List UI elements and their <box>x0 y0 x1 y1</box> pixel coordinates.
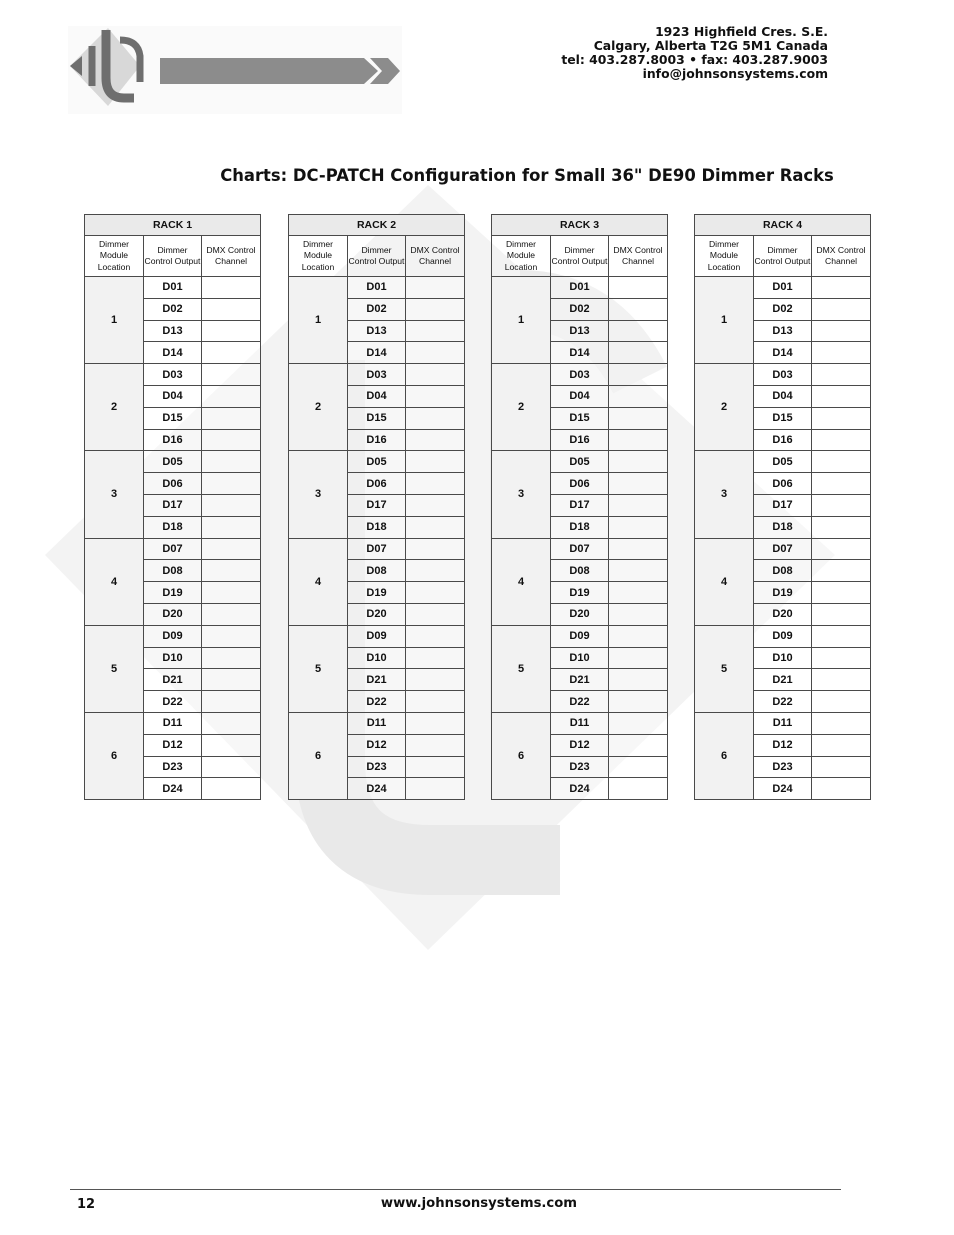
dmx-channel-cell[interactable] <box>406 756 465 778</box>
dmx-channel-cell[interactable] <box>406 473 465 495</box>
dmx-channel-cell[interactable] <box>609 407 668 429</box>
control-output-cell: D21 <box>754 669 812 691</box>
table-row <box>695 277 871 299</box>
dmx-channel-cell[interactable] <box>609 516 668 538</box>
dmx-channel-cell[interactable] <box>406 298 465 320</box>
dmx-channel-cell[interactable] <box>202 407 261 429</box>
dmx-channel-cell[interactable] <box>609 712 668 734</box>
dmx-channel-cell[interactable] <box>202 538 261 560</box>
dmx-channel-cell[interactable] <box>812 277 871 299</box>
dmx-channel-cell[interactable] <box>812 364 871 386</box>
control-output-cell: D24 <box>348 778 406 800</box>
address-line-email: info@johnsonsystems.com <box>642 66 828 81</box>
control-output-cell: D07 <box>348 538 406 560</box>
dmx-channel-cell[interactable] <box>812 778 871 800</box>
control-output-cell: D02 <box>754 298 812 320</box>
dmx-channel-cell[interactable] <box>406 407 465 429</box>
control-output-cell: D02 <box>551 298 609 320</box>
control-output-cell: D09 <box>551 625 609 647</box>
rack-table <box>694 214 871 800</box>
dmx-channel-cell[interactable] <box>406 603 465 625</box>
control-output-cell: D10 <box>754 647 812 669</box>
table-row <box>695 538 871 560</box>
dmx-channel-cell[interactable] <box>202 364 261 386</box>
control-output-cell: D22 <box>144 691 202 713</box>
control-output-cell: D05 <box>551 451 609 473</box>
control-output-cell: D20 <box>754 603 812 625</box>
dmx-channel-cell[interactable] <box>609 669 668 691</box>
dmx-channel-cell[interactable] <box>812 429 871 451</box>
control-output-cell: D23 <box>551 756 609 778</box>
module-location-cell: 1 <box>492 277 551 364</box>
module-location-cell: 2 <box>289 364 348 451</box>
control-output-cell: D22 <box>348 691 406 713</box>
dmx-channel-cell[interactable] <box>406 364 465 386</box>
dmx-channel-cell[interactable] <box>609 582 668 604</box>
control-output-cell: D14 <box>551 342 609 364</box>
control-output-cell: D05 <box>144 451 202 473</box>
rack-table <box>491 214 668 800</box>
dmx-channel-cell[interactable] <box>406 712 465 734</box>
dmx-channel-cell[interactable] <box>406 778 465 800</box>
module-location-cell: 3 <box>695 451 754 538</box>
dmx-channel-cell[interactable] <box>609 603 668 625</box>
control-output-cell: D03 <box>754 364 812 386</box>
dmx-channel-cell[interactable] <box>406 582 465 604</box>
dmx-channel-cell[interactable] <box>202 712 261 734</box>
dmx-channel-cell[interactable] <box>406 385 465 407</box>
module-location-cell: 3 <box>289 451 348 538</box>
rack-title: RACK 2 <box>289 215 465 236</box>
column-header-control-output: Dimmer Control Output <box>754 236 812 277</box>
control-output-cell: D09 <box>754 625 812 647</box>
column-header-module-location: Dimmer Module Location <box>492 236 551 277</box>
dmx-channel-cell[interactable] <box>406 277 465 299</box>
control-output-cell: D13 <box>754 320 812 342</box>
control-output-cell: D08 <box>144 560 202 582</box>
dmx-channel-cell[interactable] <box>202 582 261 604</box>
control-output-cell: D10 <box>144 647 202 669</box>
control-output-cell: D15 <box>144 407 202 429</box>
rack-title: RACK 3 <box>492 215 668 236</box>
control-output-cell: D18 <box>144 516 202 538</box>
control-output-cell: D19 <box>144 582 202 604</box>
table-row <box>289 538 465 560</box>
dmx-channel-cell[interactable] <box>406 669 465 691</box>
table-row <box>85 538 261 560</box>
dmx-channel-cell[interactable] <box>609 277 668 299</box>
dmx-channel-cell[interactable] <box>406 516 465 538</box>
control-output-cell: D18 <box>754 516 812 538</box>
control-output-cell: D01 <box>754 277 812 299</box>
dmx-channel-cell[interactable] <box>609 778 668 800</box>
control-output-cell: D13 <box>551 320 609 342</box>
address-line-street: 1923 Highfield Cres. S.E. <box>655 24 828 39</box>
control-output-cell: D19 <box>348 582 406 604</box>
column-header-module-location: Dimmer Module Location <box>695 236 754 277</box>
column-header-dmx-channel: DMX Control Channel <box>609 236 668 277</box>
dmx-channel-cell[interactable] <box>812 342 871 364</box>
table-row <box>289 712 465 734</box>
dmx-channel-cell[interactable] <box>202 778 261 800</box>
dmx-channel-cell[interactable] <box>609 625 668 647</box>
control-output-cell: D06 <box>144 473 202 495</box>
dmx-channel-cell[interactable] <box>812 538 871 560</box>
control-output-cell: D20 <box>551 603 609 625</box>
dmx-channel-cell[interactable] <box>609 385 668 407</box>
control-output-cell: D23 <box>144 756 202 778</box>
control-output-cell: D03 <box>551 364 609 386</box>
table-row <box>695 451 871 473</box>
dmx-channel-cell[interactable] <box>609 538 668 560</box>
dmx-channel-cell[interactable] <box>812 756 871 778</box>
rack-table <box>84 214 261 800</box>
control-output-cell: D09 <box>348 625 406 647</box>
dmx-channel-cell[interactable] <box>202 603 261 625</box>
dmx-channel-cell[interactable] <box>812 603 871 625</box>
module-location-cell: 4 <box>492 538 551 625</box>
control-output-cell: D16 <box>348 429 406 451</box>
module-location-cell: 6 <box>289 712 348 799</box>
control-output-cell: D04 <box>144 385 202 407</box>
dmx-channel-cell[interactable] <box>609 647 668 669</box>
column-header-dmx-channel: DMX Control Channel <box>406 236 465 277</box>
dmx-channel-cell[interactable] <box>406 494 465 516</box>
footer-website: www.johnsonsystems.com <box>380 1196 578 1211</box>
control-output-cell: D21 <box>144 669 202 691</box>
module-location-cell: 2 <box>695 364 754 451</box>
dmx-channel-cell[interactable] <box>812 669 871 691</box>
address-line-phone-fax: tel: 403.287.8003 • fax: 403.287.9003 <box>561 52 828 67</box>
control-output-cell: D07 <box>754 538 812 560</box>
dmx-channel-cell[interactable] <box>812 691 871 713</box>
control-output-cell: D21 <box>551 669 609 691</box>
rack-title: RACK 4 <box>695 215 871 236</box>
control-output-cell: D04 <box>348 385 406 407</box>
dmx-channel-cell[interactable] <box>812 451 871 473</box>
column-header-dmx-channel: DMX Control Channel <box>812 236 871 277</box>
control-output-cell: D17 <box>144 494 202 516</box>
control-output-cell: D13 <box>144 320 202 342</box>
control-output-cell: D17 <box>551 494 609 516</box>
table-row <box>289 277 465 299</box>
control-output-cell: D06 <box>754 473 812 495</box>
control-output-cell: D05 <box>348 451 406 473</box>
control-output-cell: D23 <box>348 756 406 778</box>
module-location-cell: 5 <box>85 625 144 712</box>
dmx-channel-cell[interactable] <box>406 320 465 342</box>
control-output-cell: D14 <box>144 342 202 364</box>
control-output-cell: D04 <box>551 385 609 407</box>
dmx-channel-cell[interactable] <box>202 385 261 407</box>
control-output-cell: D18 <box>551 516 609 538</box>
module-location-cell: 3 <box>85 451 144 538</box>
dmx-channel-cell[interactable] <box>202 756 261 778</box>
control-output-cell: D24 <box>551 778 609 800</box>
dmx-channel-cell[interactable] <box>202 647 261 669</box>
dmx-channel-cell[interactable] <box>609 691 668 713</box>
module-location-cell: 6 <box>492 712 551 799</box>
table-row <box>492 625 668 647</box>
module-location-cell: 4 <box>289 538 348 625</box>
module-location-cell: 1 <box>695 277 754 364</box>
dmx-channel-cell[interactable] <box>812 625 871 647</box>
control-output-cell: D01 <box>551 277 609 299</box>
dmx-channel-cell[interactable] <box>202 451 261 473</box>
control-output-cell: D13 <box>348 320 406 342</box>
control-output-cell: D11 <box>144 712 202 734</box>
dmx-channel-cell[interactable] <box>609 298 668 320</box>
control-output-cell: D08 <box>754 560 812 582</box>
table-row <box>695 712 871 734</box>
control-output-cell: D15 <box>551 407 609 429</box>
dmx-channel-cell[interactable] <box>202 691 261 713</box>
module-location-cell: 1 <box>289 277 348 364</box>
table-row <box>492 712 668 734</box>
control-output-cell: D08 <box>348 560 406 582</box>
control-output-cell: D12 <box>144 734 202 756</box>
control-output-cell: D08 <box>551 560 609 582</box>
column-header-control-output: Dimmer Control Output <box>348 236 406 277</box>
dmx-channel-cell[interactable] <box>812 298 871 320</box>
module-location-cell: 6 <box>695 712 754 799</box>
module-location-cell: 5 <box>289 625 348 712</box>
table-row <box>695 625 871 647</box>
dmx-channel-cell[interactable] <box>202 429 261 451</box>
dmx-channel-cell[interactable] <box>812 385 871 407</box>
dmx-channel-cell[interactable] <box>406 451 465 473</box>
control-output-cell: D01 <box>348 277 406 299</box>
control-output-cell: D03 <box>348 364 406 386</box>
table-row <box>492 451 668 473</box>
dmx-channel-cell[interactable] <box>202 625 261 647</box>
control-output-cell: D17 <box>348 494 406 516</box>
dmx-channel-cell[interactable] <box>609 734 668 756</box>
dmx-channel-cell[interactable] <box>812 582 871 604</box>
control-output-cell: D18 <box>348 516 406 538</box>
module-location-cell: 5 <box>492 625 551 712</box>
control-output-cell: D07 <box>144 538 202 560</box>
control-output-cell: D15 <box>348 407 406 429</box>
dmx-channel-cell[interactable] <box>202 734 261 756</box>
control-output-cell: D09 <box>144 625 202 647</box>
control-output-cell: D15 <box>754 407 812 429</box>
table-row <box>492 538 668 560</box>
module-location-cell: 4 <box>695 538 754 625</box>
table-row <box>85 364 261 386</box>
module-location-cell: 1 <box>85 277 144 364</box>
column-header-module-location: Dimmer Module Location <box>85 236 144 277</box>
dmx-channel-cell[interactable] <box>609 756 668 778</box>
dmx-channel-cell[interactable] <box>406 691 465 713</box>
page-title: Charts: DC-PATCH Configuration for Small 36" DE90 Dimmer Racks <box>220 166 834 185</box>
dmx-channel-cell[interactable] <box>202 342 261 364</box>
dmx-channel-cell[interactable] <box>202 560 261 582</box>
dmx-channel-cell[interactable] <box>812 320 871 342</box>
control-output-cell: D10 <box>551 647 609 669</box>
control-output-cell: D24 <box>754 778 812 800</box>
control-output-cell: D12 <box>551 734 609 756</box>
dmx-channel-cell[interactable] <box>202 669 261 691</box>
dmx-channel-cell[interactable] <box>202 494 261 516</box>
js-diamond-icon <box>68 26 402 114</box>
dmx-channel-cell[interactable] <box>812 473 871 495</box>
control-output-cell: D22 <box>551 691 609 713</box>
module-location-cell: 2 <box>492 364 551 451</box>
address-line-city: Calgary, Alberta T2G 5M1 Canada <box>593 38 828 53</box>
control-output-cell: D21 <box>348 669 406 691</box>
dmx-channel-cell[interactable] <box>609 560 668 582</box>
table-row <box>85 625 261 647</box>
control-output-cell: D11 <box>348 712 406 734</box>
dmx-channel-cell[interactable] <box>609 429 668 451</box>
dmx-channel-cell[interactable] <box>812 560 871 582</box>
control-output-cell: D20 <box>348 603 406 625</box>
module-location-cell: 6 <box>85 712 144 799</box>
company-logo <box>68 26 402 114</box>
dmx-channel-cell[interactable] <box>609 320 668 342</box>
control-output-cell: D12 <box>348 734 406 756</box>
control-output-cell: D19 <box>754 582 812 604</box>
dmx-channel-cell[interactable] <box>202 473 261 495</box>
control-output-cell: D20 <box>144 603 202 625</box>
module-location-cell: 4 <box>85 538 144 625</box>
control-output-cell: D11 <box>551 712 609 734</box>
control-output-cell: D14 <box>348 342 406 364</box>
dmx-channel-cell[interactable] <box>202 516 261 538</box>
module-location-cell: 3 <box>492 451 551 538</box>
control-output-cell: D14 <box>754 342 812 364</box>
dmx-channel-cell[interactable] <box>406 560 465 582</box>
dmx-channel-cell[interactable] <box>406 342 465 364</box>
dmx-channel-cell[interactable] <box>812 712 871 734</box>
column-header-module-location: Dimmer Module Location <box>289 236 348 277</box>
control-output-cell: D02 <box>348 298 406 320</box>
dmx-channel-cell[interactable] <box>609 342 668 364</box>
table-row <box>492 364 668 386</box>
dmx-channel-cell[interactable] <box>406 625 465 647</box>
dmx-channel-cell[interactable] <box>202 298 261 320</box>
control-output-cell: D12 <box>754 734 812 756</box>
dmx-channel-cell[interactable] <box>812 734 871 756</box>
rack-table <box>288 214 465 800</box>
footer-divider <box>70 1189 841 1190</box>
dmx-channel-cell[interactable] <box>202 320 261 342</box>
dmx-channel-cell[interactable] <box>609 451 668 473</box>
control-output-cell: D03 <box>144 364 202 386</box>
control-output-cell: D01 <box>144 277 202 299</box>
dmx-channel-cell[interactable] <box>406 647 465 669</box>
column-header-control-output: Dimmer Control Output <box>144 236 202 277</box>
table-row <box>85 712 261 734</box>
module-location-cell: 2 <box>85 364 144 451</box>
control-output-cell: D16 <box>551 429 609 451</box>
control-output-cell: D07 <box>551 538 609 560</box>
control-output-cell: D19 <box>551 582 609 604</box>
company-address <box>561 25 828 81</box>
dmx-channel-cell[interactable] <box>812 516 871 538</box>
dmx-channel-cell[interactable] <box>609 364 668 386</box>
control-output-cell: D24 <box>144 778 202 800</box>
control-output-cell: D11 <box>754 712 812 734</box>
dmx-channel-cell[interactable] <box>812 647 871 669</box>
page-number: 12 <box>77 1197 96 1212</box>
table-row <box>85 277 261 299</box>
dmx-channel-cell[interactable] <box>812 494 871 516</box>
dmx-channel-cell[interactable] <box>406 538 465 560</box>
control-output-cell: D06 <box>348 473 406 495</box>
table-row <box>492 277 668 299</box>
dmx-channel-cell[interactable] <box>609 494 668 516</box>
control-output-cell: D05 <box>754 451 812 473</box>
rack-title: RACK 1 <box>85 215 261 236</box>
control-output-cell: D23 <box>754 756 812 778</box>
column-header-dmx-channel: DMX Control Channel <box>202 236 261 277</box>
control-output-cell: D17 <box>754 494 812 516</box>
dmx-channel-cell[interactable] <box>812 407 871 429</box>
control-output-cell: D02 <box>144 298 202 320</box>
table-row <box>289 451 465 473</box>
control-output-cell: D06 <box>551 473 609 495</box>
table-row <box>289 625 465 647</box>
dmx-channel-cell[interactable] <box>406 429 465 451</box>
control-output-cell: D16 <box>144 429 202 451</box>
control-output-cell: D16 <box>754 429 812 451</box>
table-row <box>85 451 261 473</box>
dmx-channel-cell[interactable] <box>202 277 261 299</box>
control-output-cell: D04 <box>754 385 812 407</box>
module-location-cell: 5 <box>695 625 754 712</box>
control-output-cell: D22 <box>754 691 812 713</box>
dmx-channel-cell[interactable] <box>406 734 465 756</box>
table-row <box>289 364 465 386</box>
control-output-cell: D10 <box>348 647 406 669</box>
dmx-channel-cell[interactable] <box>609 473 668 495</box>
column-header-control-output: Dimmer Control Output <box>551 236 609 277</box>
table-row <box>695 364 871 386</box>
